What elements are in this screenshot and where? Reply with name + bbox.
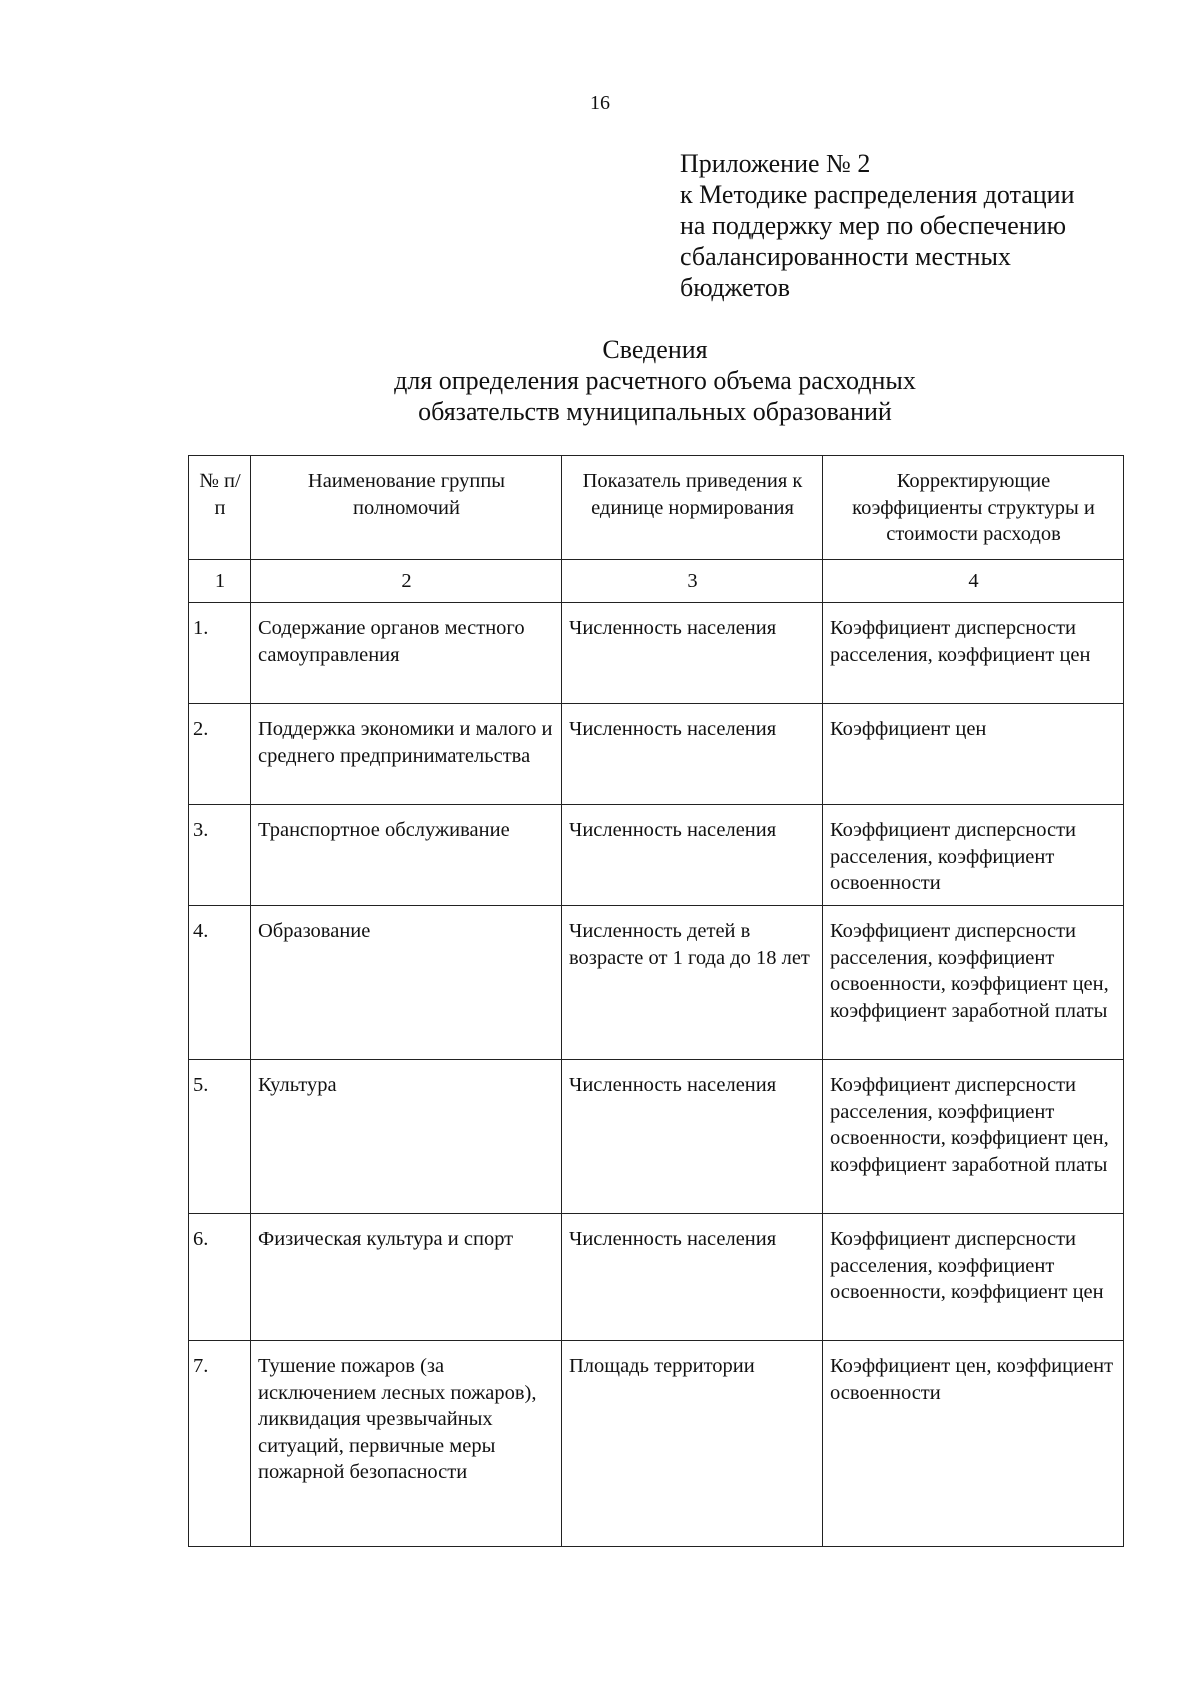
row-number: 5. bbox=[189, 1060, 251, 1214]
header-coefficients: Корректирующие коэффициенты структуры и стоимости расходов bbox=[823, 456, 1124, 560]
document-title bbox=[0, 334, 1200, 427]
row-coefficients: Коэффициент дисперсности расселения, коэффициент освоенности, коэффициент цен bbox=[823, 1214, 1124, 1341]
row-coefficients: Коэффициент цен bbox=[823, 704, 1124, 805]
row-coefficients: Коэффициент дисперсности расселения, коэффициент освоенности bbox=[823, 805, 1124, 906]
table-row bbox=[189, 704, 1124, 805]
appendix-line: к Методике распределения дотации bbox=[680, 180, 1075, 209]
row-coefficients: Коэффициент дисперсности расселения, коэффициент цен bbox=[823, 603, 1124, 704]
row-indicator: Численность населения bbox=[562, 603, 823, 704]
header-num: № п/п bbox=[189, 456, 251, 560]
row-indicator: Численность населения bbox=[562, 805, 823, 906]
appendix-line: на поддержку мер по обеспечению bbox=[680, 211, 1067, 240]
row-indicator: Численность населения bbox=[562, 1214, 823, 1341]
page-number: 16 bbox=[590, 92, 610, 114]
table-row bbox=[189, 906, 1124, 1060]
row-number: 1. bbox=[189, 603, 251, 704]
row-number: 3. bbox=[189, 805, 251, 906]
table-row bbox=[189, 805, 1124, 906]
appendix-header bbox=[680, 148, 1075, 303]
table-row bbox=[189, 603, 1124, 704]
table-header-row bbox=[189, 456, 1124, 560]
row-name: Образование bbox=[251, 906, 562, 1060]
row-coefficients: Коэффициент дисперсности расселения, коэффициент освоенности, коэффициент цен, коэффициент заработной платы bbox=[823, 906, 1124, 1060]
data-table bbox=[188, 455, 1124, 1547]
row-number: 4. bbox=[189, 906, 251, 1060]
row-number: 2. bbox=[189, 704, 251, 805]
row-name: Поддержка экономики и малого и среднего предпринимательства bbox=[251, 704, 562, 805]
row-number: 7. bbox=[189, 1341, 251, 1547]
row-name: Транспортное обслуживание bbox=[251, 805, 562, 906]
table-row bbox=[189, 1214, 1124, 1341]
table-row bbox=[189, 1060, 1124, 1214]
row-name: Культура bbox=[251, 1060, 562, 1214]
header-indicator: Показатель приведения к единице нормирования bbox=[562, 456, 823, 560]
column-number: 3 bbox=[562, 560, 823, 603]
row-name: Тушение пожаров (за исключением лесных пожаров), ликвидация чрезвычайных ситуаций, первичные меры пожарной безопасности bbox=[251, 1341, 562, 1547]
row-indicator: Численность населения bbox=[562, 704, 823, 805]
column-number: 2 bbox=[251, 560, 562, 603]
row-indicator: Площадь территории bbox=[562, 1341, 823, 1547]
row-coefficients: Коэффициент дисперсности расселения, коэффициент освоенности, коэффициент цен, коэффициент заработной платы bbox=[823, 1060, 1124, 1214]
row-name: Содержание органов местного самоуправления bbox=[251, 603, 562, 704]
title-line: для определения расчетного объема расходных bbox=[394, 366, 916, 395]
row-coefficients: Коэффициент цен, коэффициент освоенности bbox=[823, 1341, 1124, 1547]
column-number: 1 bbox=[189, 560, 251, 603]
appendix-line: бюджетов bbox=[680, 273, 791, 302]
table-row bbox=[189, 1341, 1124, 1547]
title-line: Сведения bbox=[602, 335, 708, 364]
row-indicator: Численность детей в возрасте от 1 года до 18 лет bbox=[562, 906, 823, 1060]
appendix-line: Приложение № 2 bbox=[680, 149, 871, 178]
header-name: Наименование группы полномочий bbox=[251, 456, 562, 560]
row-name: Физическая культура и спорт bbox=[251, 1214, 562, 1341]
column-number-row bbox=[189, 560, 1124, 603]
appendix-line: сбалансированности местных bbox=[680, 242, 1011, 271]
row-number: 6. bbox=[189, 1214, 251, 1341]
row-indicator: Численность населения bbox=[562, 1060, 823, 1214]
title-line: обязательств муниципальных образований bbox=[418, 397, 892, 426]
column-number: 4 bbox=[823, 560, 1124, 603]
